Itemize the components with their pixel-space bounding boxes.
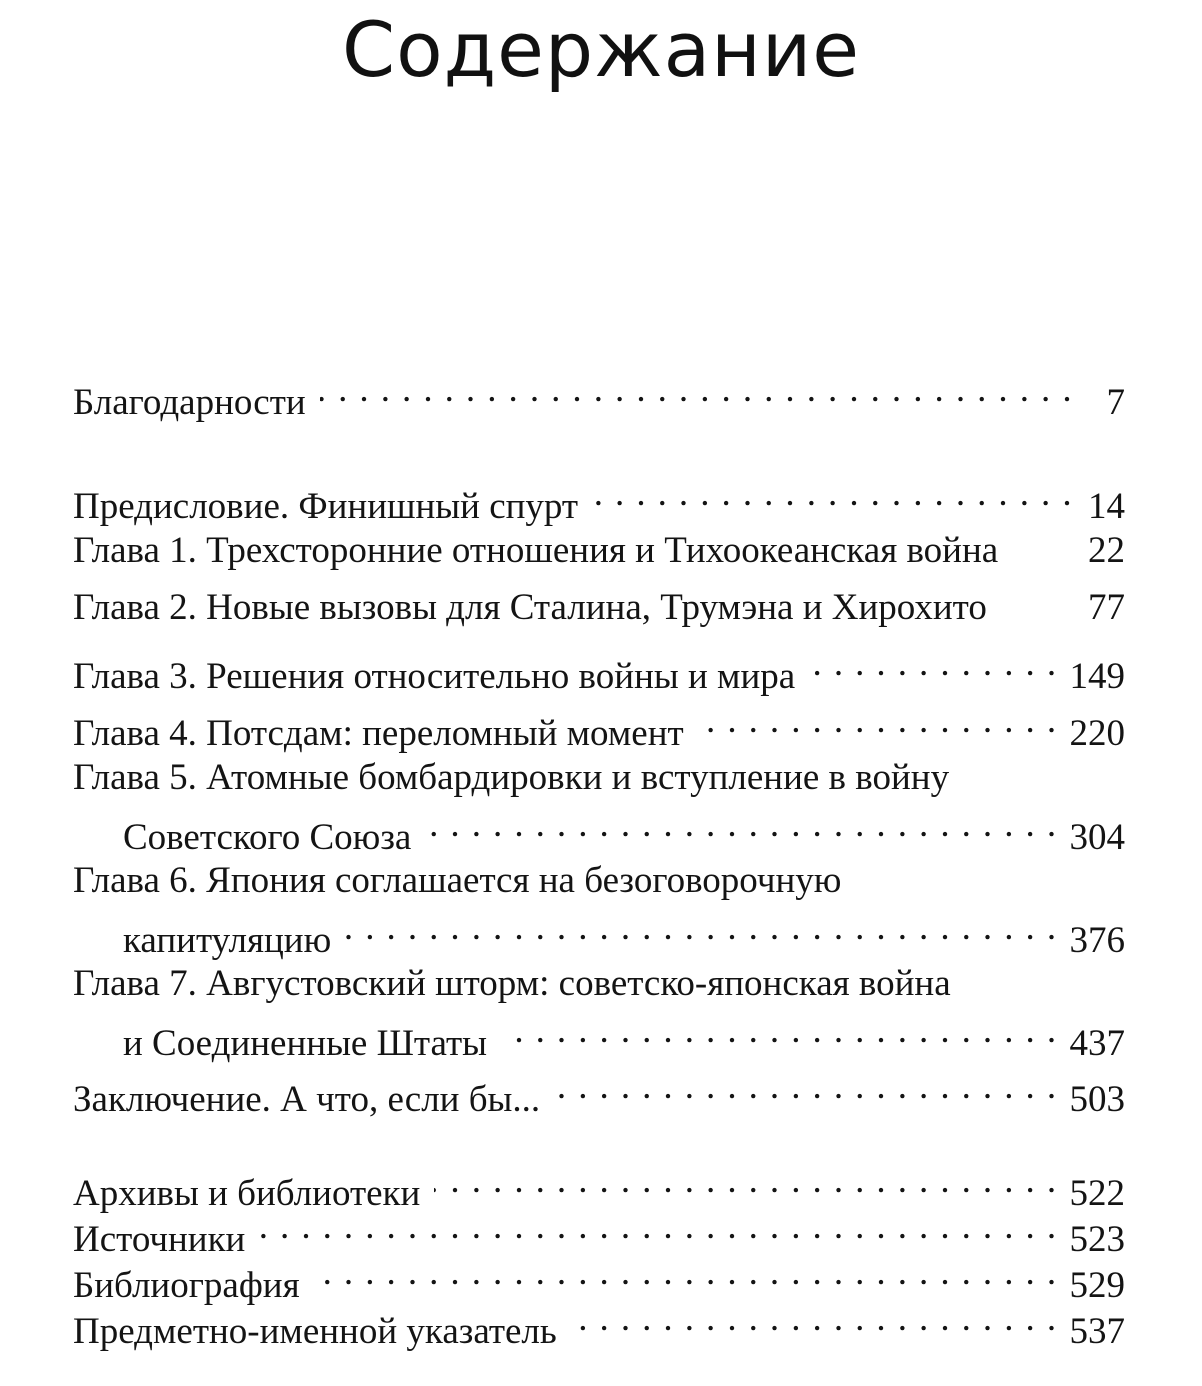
toc-page-number: 529: [1069, 1265, 1125, 1306]
dot-leader: [571, 1295, 1058, 1343]
toc-entry-chapter-3[interactable]: [73, 640, 1125, 697]
toc-entry-title: Глава 2. Новые вызовы для Сталина, Трумэна и Хирохито: [73, 587, 987, 628]
toc-page-number: 220: [1069, 713, 1125, 754]
toc-entry-bibliography[interactable]: [73, 1249, 1125, 1306]
toc-page-number: 503: [1069, 1079, 1125, 1120]
toc-entry-title-continued: и Соединенные Штаты: [123, 1023, 488, 1064]
toc-entry-title: Глава 5. Атомные бомбардировки и вступление в войну: [73, 757, 950, 798]
toc-entry-title: Глава 3. Решения относительно войны и мира: [73, 656, 796, 697]
dot-leader: [425, 801, 1057, 849]
toc-entry-chapter-7-line-1[interactable]: [73, 960, 1125, 1008]
toc-entry-conclusion[interactable]: [73, 1063, 1125, 1120]
toc-entry-chapter-4[interactable]: [73, 697, 1125, 754]
toc-entry-chapter-7-line-2[interactable]: [73, 1007, 1125, 1064]
toc-entry-chapter-5-line-2[interactable]: [73, 801, 1125, 858]
dot-leader: [698, 697, 1058, 745]
toc-entry-title: Библиография: [73, 1265, 300, 1306]
toc-entry-title: Предметно-именной указатель: [73, 1311, 557, 1352]
toc-entry-title: Источники: [73, 1219, 246, 1260]
toc-entry-archives[interactable]: [73, 1157, 1125, 1214]
dot-leader: [434, 1157, 1057, 1205]
toc-page-number: 522: [1069, 1173, 1125, 1214]
toc-page-number: 376: [1069, 920, 1125, 961]
dot-leader: [345, 904, 1057, 952]
toc-page-number: 437: [1069, 1023, 1125, 1064]
toc-entry-title-continued: капитуляцию: [123, 920, 332, 961]
toc-entry-acknowledgements[interactable]: [73, 366, 1125, 423]
toc-entry-chapter-6-line-2[interactable]: [73, 904, 1125, 961]
toc-entry-chapter-2[interactable]: [73, 584, 1125, 632]
toc-entry-title: Глава 7. Августовский шторм: советско-японская война: [73, 963, 951, 1004]
dot-leader: [314, 1249, 1058, 1297]
dot-leader: [320, 366, 1073, 414]
toc-entry-title: Глава 6. Япония соглашается на безоговорочную: [73, 860, 842, 901]
dot-leader: [501, 1007, 1057, 1055]
toc-entry-title: Предисловие. Финишный спурт: [73, 486, 579, 527]
toc-entry-title: Глава 1. Трехсторонние отношения и Тихоокеанская война: [73, 530, 999, 571]
toc-entry-title: Архивы и библиотеки: [73, 1173, 421, 1214]
toc-entry-preface[interactable]: [73, 470, 1125, 527]
toc-entry-index[interactable]: [73, 1295, 1125, 1352]
toc-page-number: 149: [1069, 656, 1125, 697]
dot-leader: [259, 1203, 1057, 1251]
toc-page-number: 77: [1088, 587, 1125, 628]
toc-page-number: 7: [1106, 382, 1125, 423]
dot-leader: [554, 1063, 1057, 1111]
dot-leader: [809, 640, 1057, 688]
toc-page-number: 523: [1069, 1219, 1125, 1260]
dot-leader: [592, 470, 1073, 518]
toc-entry-title: Благодарности: [73, 382, 306, 423]
toc-page-number: 537: [1069, 1311, 1125, 1352]
toc-page-number: 22: [1088, 530, 1125, 571]
toc-entry-title-continued: Советского Союза: [123, 817, 412, 858]
toc-entry-chapter-5-line-1[interactable]: [73, 754, 1125, 802]
page-title: Содержание: [342, 5, 860, 94]
toc-page-number: 14: [1088, 486, 1125, 527]
toc-entry-chapter-1[interactable]: [73, 527, 1125, 575]
toc-page-number: 304: [1069, 817, 1125, 858]
toc-entry-sources[interactable]: [73, 1203, 1125, 1260]
toc-entry-title: Глава 4. Потсдам: переломный момент: [73, 713, 684, 754]
toc-entry-chapter-6-line-1[interactable]: [73, 857, 1125, 905]
toc-entry-title: Заключение. А что, если бы...: [73, 1079, 541, 1120]
